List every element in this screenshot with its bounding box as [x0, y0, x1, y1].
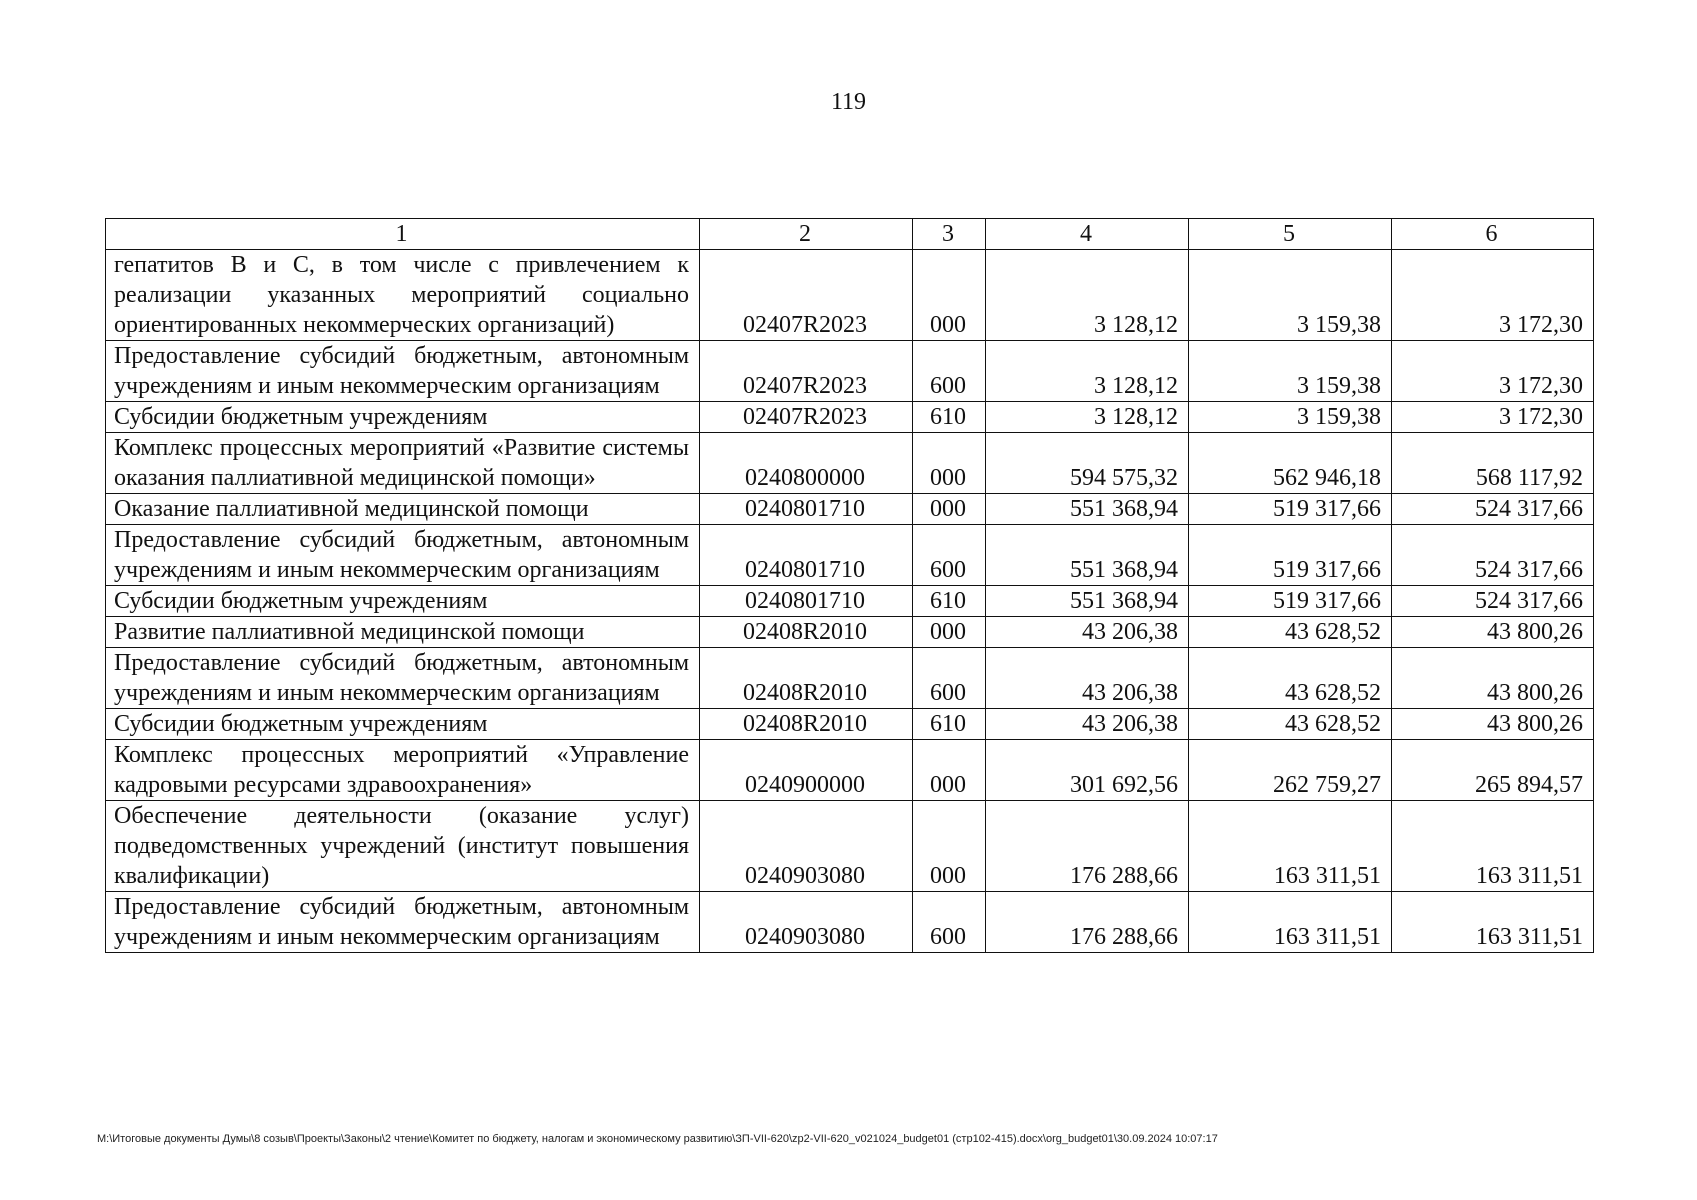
row-name: Предоставление субсидий бюджетным, автономным учреждениям и иным некоммерческим организациям [106, 648, 700, 709]
row-expense-type: 610 [913, 402, 986, 433]
table-row [106, 402, 1594, 433]
table-row [106, 801, 1594, 892]
row-target-code: 02407R2023 [700, 341, 913, 402]
row-amount-col4: 551 368,94 [986, 494, 1189, 525]
row-amount-col6: 43 800,26 [1392, 709, 1594, 740]
row-name: Предоставление субсидий бюджетным, автономным учреждениям и иным некоммерческим организациям [106, 892, 700, 953]
row-target-code: 02408R2010 [700, 617, 913, 648]
row-amount-col4: 551 368,94 [986, 525, 1189, 586]
row-expense-type: 600 [913, 892, 986, 953]
table-row [106, 586, 1594, 617]
row-expense-type: 000 [913, 433, 986, 494]
row-name: Предоставление субсидий бюджетным, автономным учреждениям и иным некоммерческим организациям [106, 525, 700, 586]
row-amount-col4: 3 128,12 [986, 341, 1189, 402]
row-name: Предоставление субсидий бюджетным, автономным учреждениям и иным некоммерческим организациям [106, 341, 700, 402]
row-name: Комплекс процессных мероприятий «Управление кадровыми ресурсами здравоохранения» [106, 740, 700, 801]
row-amount-col4: 176 288,66 [986, 892, 1189, 953]
header-col-3: 3 [913, 219, 986, 250]
row-amount-col5: 262 759,27 [1189, 740, 1392, 801]
row-amount-col6: 524 317,66 [1392, 525, 1594, 586]
row-amount-col5: 562 946,18 [1189, 433, 1392, 494]
row-expense-type: 000 [913, 494, 986, 525]
row-name: гепатитов В и С, в том числе с привлечением к реализации указанных мероприятий социально ориентированных некоммерческих организаций) [106, 250, 700, 341]
table-row [106, 433, 1594, 494]
row-target-code: 02408R2010 [700, 709, 913, 740]
row-target-code: 02407R2023 [700, 250, 913, 341]
row-amount-col6: 3 172,30 [1392, 341, 1594, 402]
row-amount-col6: 43 800,26 [1392, 617, 1594, 648]
row-amount-col5: 163 311,51 [1189, 892, 1392, 953]
row-name: Развитие паллиативной медицинской помощи [106, 617, 700, 648]
table-row [106, 648, 1594, 709]
table-row [106, 341, 1594, 402]
table-body [106, 250, 1594, 953]
row-target-code: 02408R2010 [700, 648, 913, 709]
row-amount-col6: 163 311,51 [1392, 892, 1594, 953]
budget-table [105, 218, 1594, 953]
row-expense-type: 600 [913, 648, 986, 709]
row-expense-type: 000 [913, 250, 986, 341]
row-expense-type: 610 [913, 586, 986, 617]
row-name: Оказание паллиативной медицинской помощи [106, 494, 700, 525]
table-row [106, 892, 1594, 953]
row-amount-col4: 43 206,38 [986, 648, 1189, 709]
row-amount-col5: 519 317,66 [1189, 494, 1392, 525]
row-target-code: 0240801710 [700, 586, 913, 617]
row-amount-col5: 519 317,66 [1189, 586, 1392, 617]
row-amount-col4: 594 575,32 [986, 433, 1189, 494]
row-amount-col5: 3 159,38 [1189, 250, 1392, 341]
row-amount-col5: 43 628,52 [1189, 648, 1392, 709]
row-name: Субсидии бюджетным учреждениям [106, 586, 700, 617]
header-col-6: 6 [1392, 219, 1594, 250]
table-row [106, 617, 1594, 648]
row-amount-col6: 3 172,30 [1392, 250, 1594, 341]
table-row [106, 494, 1594, 525]
row-target-code: 0240903080 [700, 801, 913, 892]
page-number: 119 [830, 89, 867, 115]
row-amount-col6: 524 317,66 [1392, 586, 1594, 617]
row-name: Субсидии бюджетным учреждениям [106, 709, 700, 740]
row-amount-col4: 301 692,56 [986, 740, 1189, 801]
row-amount-col6: 43 800,26 [1392, 648, 1594, 709]
header-col-1: 1 [106, 219, 700, 250]
row-amount-col5: 519 317,66 [1189, 525, 1392, 586]
row-amount-col6: 163 311,51 [1392, 801, 1594, 892]
row-expense-type: 600 [913, 525, 986, 586]
row-target-code: 0240800000 [700, 433, 913, 494]
row-amount-col4: 176 288,66 [986, 801, 1189, 892]
row-amount-col5: 43 628,52 [1189, 709, 1392, 740]
row-target-code: 0240801710 [700, 494, 913, 525]
row-amount-col5: 3 159,38 [1189, 402, 1392, 433]
row-target-code: 0240801710 [700, 525, 913, 586]
row-amount-col6: 524 317,66 [1392, 494, 1594, 525]
header-col-5: 5 [1189, 219, 1392, 250]
table-header [106, 219, 1594, 250]
header-col-4: 4 [986, 219, 1189, 250]
row-amount-col4: 3 128,12 [986, 250, 1189, 341]
table-row [106, 709, 1594, 740]
row-amount-col5: 43 628,52 [1189, 617, 1392, 648]
footer-file-path: M:\Итоговые документы Думы\8 созыв\Проекты\Законы\2 чтение\Комитет по бюджету, налогам и экономическому развитию\ЗП-VII-620\zp2-VII-620_v021024_budget01 (стр102-415).docx\org_budget01\30.09.2024 10:07:17 [97, 1133, 1218, 1145]
row-amount-col4: 43 206,38 [986, 709, 1189, 740]
table-row [106, 250, 1594, 341]
row-amount-col6: 568 117,92 [1392, 433, 1594, 494]
row-expense-type: 000 [913, 740, 986, 801]
row-expense-type: 000 [913, 617, 986, 648]
row-name: Субсидии бюджетным учреждениям [106, 402, 700, 433]
row-amount-col4: 43 206,38 [986, 617, 1189, 648]
row-amount-col4: 551 368,94 [986, 586, 1189, 617]
row-amount-col6: 3 172,30 [1392, 402, 1594, 433]
row-name: Обеспечение деятельности (оказание услуг) подведомственных учреждений (институт повышения квалификации) [106, 801, 700, 892]
row-amount-col4: 3 128,12 [986, 402, 1189, 433]
row-amount-col5: 3 159,38 [1189, 341, 1392, 402]
row-amount-col6: 265 894,57 [1392, 740, 1594, 801]
row-expense-type: 610 [913, 709, 986, 740]
row-target-code: 0240903080 [700, 892, 913, 953]
header-row [106, 219, 1594, 250]
row-target-code: 0240900000 [700, 740, 913, 801]
row-amount-col5: 163 311,51 [1189, 801, 1392, 892]
row-expense-type: 600 [913, 341, 986, 402]
row-expense-type: 000 [913, 801, 986, 892]
table-row [106, 525, 1594, 586]
row-name: Комплекс процессных мероприятий «Развитие системы оказания паллиативной медицинской помощи» [106, 433, 700, 494]
row-target-code: 02407R2023 [700, 402, 913, 433]
table-row [106, 740, 1594, 801]
header-col-2: 2 [700, 219, 913, 250]
